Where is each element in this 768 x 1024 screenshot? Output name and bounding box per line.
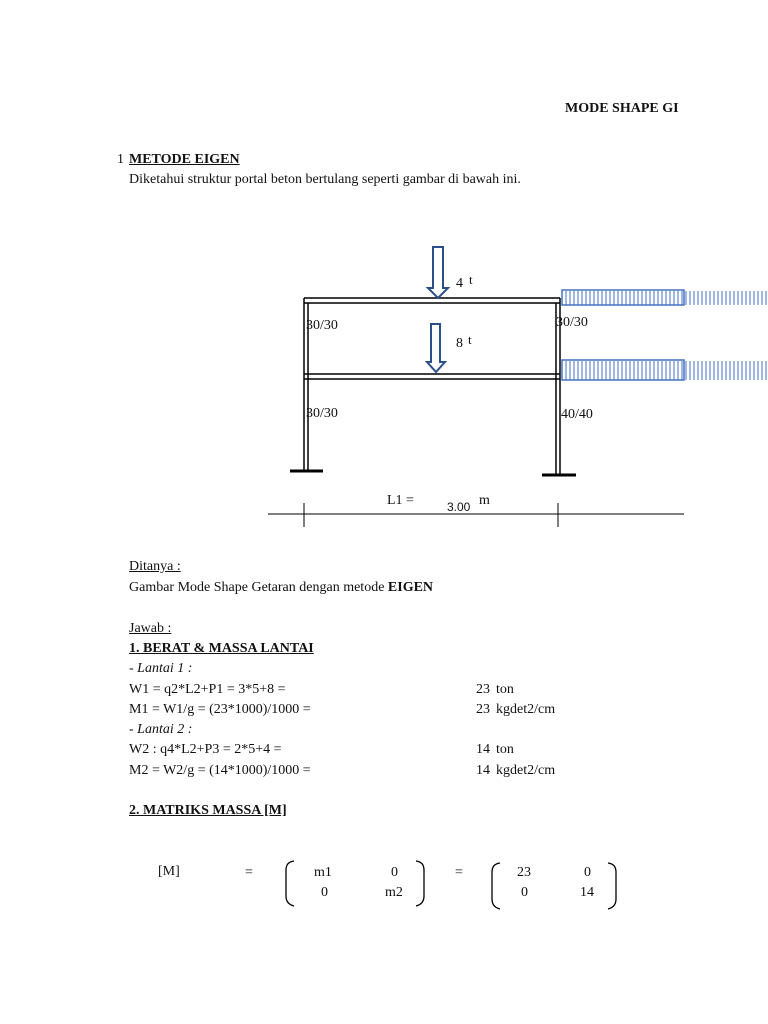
matrix-sym-cell: m1: [314, 865, 332, 880]
w2-formula: W2 : q4*L2+P3 = 2*5+4 =: [129, 742, 282, 757]
w1-formula: W1 = q2*L2+P1 = 3*5+8 =: [129, 682, 286, 697]
right-paren-1-icon: [416, 861, 424, 906]
matrix-sym-cell: 0: [391, 865, 398, 880]
span-label: L1 =: [387, 493, 414, 508]
load-top-value: 4: [456, 276, 463, 291]
span-value: 3.00: [447, 500, 471, 514]
m2-formula: M2 = W2/g = (14*1000)/1000 =: [129, 763, 311, 778]
m1-value: 23: [476, 702, 490, 717]
equals-sign-1: =: [245, 865, 253, 880]
w2-unit: ton: [496, 742, 514, 757]
matrix-num-cell: 23: [517, 865, 531, 880]
intro-text: Diketahui struktur portal beton bertulang seperti gambar di bawah ini.: [129, 172, 521, 187]
question-label: Ditanya :: [129, 559, 181, 574]
section-number: 1: [117, 152, 124, 167]
floor1-label: - Lantai 1 :: [129, 661, 193, 676]
m1-unit: kgdet2/cm: [496, 702, 556, 717]
matrix-num-cell: 0: [521, 885, 528, 900]
heading-mass-matrix: 2. MATRIKS MASSA [M]: [129, 803, 287, 818]
load-mid-unit: t: [468, 332, 472, 347]
page-title: MODE SHAPE GI: [565, 101, 679, 116]
floor2-label: - Lantai 2 :: [129, 722, 193, 737]
w1-value: 23: [476, 682, 490, 697]
section-title: METODE EIGEN: [129, 152, 240, 167]
m1-formula: M1 = W1/g = (23*1000)/1000 =: [129, 702, 311, 717]
column-label-lower-left: 30/30: [306, 406, 338, 421]
heading-weight-mass: 1. BERAT & MASSA LANTAI: [129, 641, 314, 656]
answer-label: Jawab :: [129, 621, 172, 636]
m2-value: 14: [476, 763, 490, 778]
question-text-prefix: Gambar Mode Shape Getaran dengan metode: [129, 580, 388, 595]
load-mid-value: 8: [456, 336, 463, 351]
left-paren-1-icon: [286, 861, 294, 906]
right-paren-2-icon: [608, 863, 616, 909]
question-text-bold: EIGEN: [387, 580, 434, 595]
column-label-upper-left: 30/30: [306, 318, 338, 333]
w2-value: 14: [476, 742, 490, 757]
span-unit: m: [479, 493, 490, 508]
column-label-upper-right: 30/30: [556, 315, 588, 330]
matrix-label: [M]: [158, 864, 180, 879]
matrix-sym-cell: 0: [321, 885, 328, 900]
left-paren-2-icon: [492, 863, 500, 909]
load-top-unit: t: [469, 272, 473, 287]
matrix-num-cell: 0: [584, 865, 591, 880]
m2-unit: kgdet2/cm: [496, 763, 556, 778]
matrix-sym-cell: m2: [385, 885, 403, 900]
equals-sign-2: =: [455, 865, 463, 880]
column-label-lower-right: 40/40: [561, 407, 593, 422]
w1-unit: ton: [496, 682, 514, 697]
matrix-num-cell: 14: [580, 885, 594, 900]
